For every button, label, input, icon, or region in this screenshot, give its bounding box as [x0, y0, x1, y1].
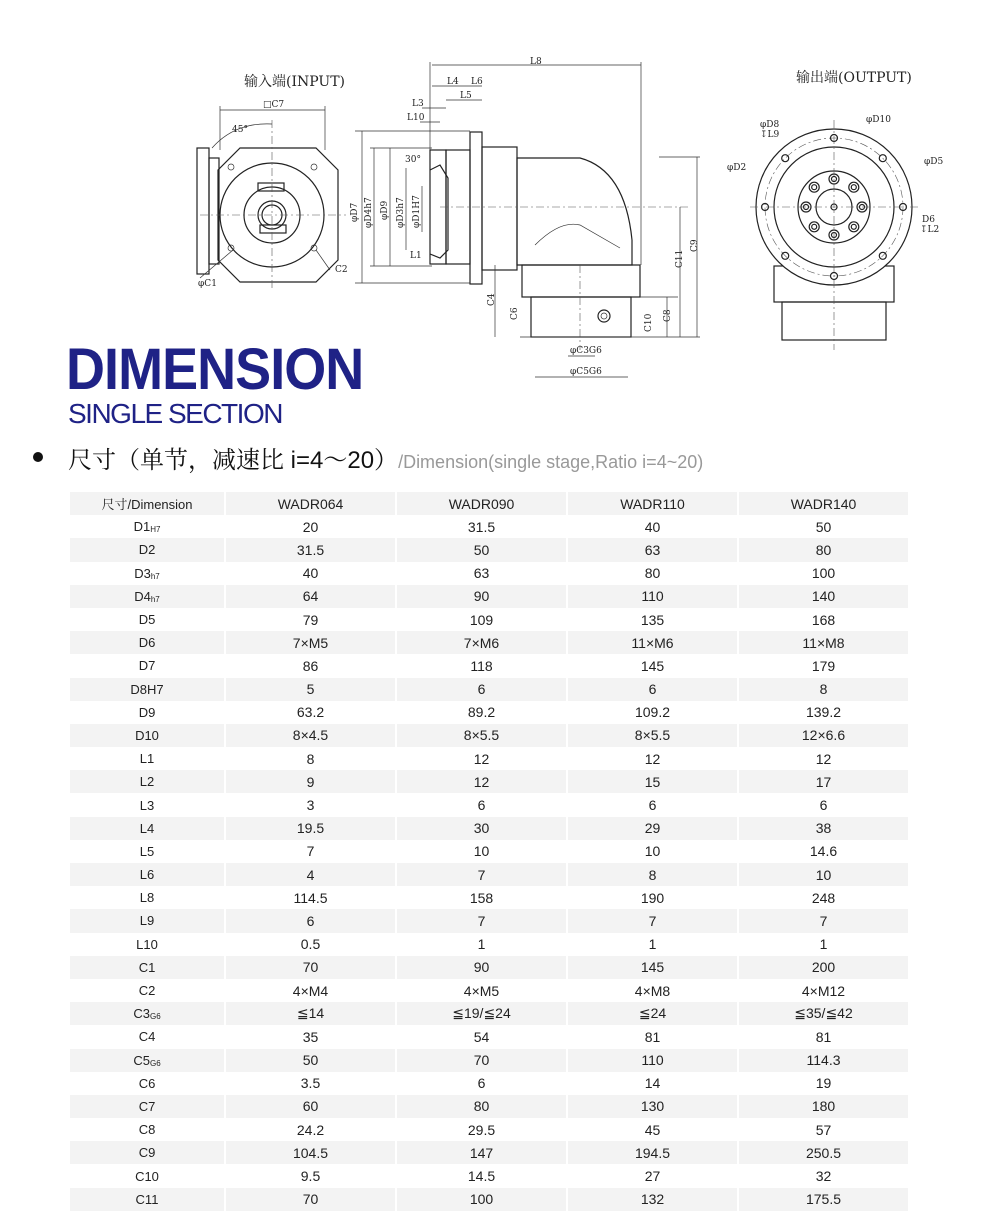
table-row: [70, 678, 908, 701]
table-cell: 1: [648, 936, 657, 953]
row-name: C10: [135, 1168, 159, 1184]
table-cell: 104.5: [226, 1141, 395, 1164]
table-cell: 8×4.5: [226, 724, 395, 747]
table-cell: 81: [644, 1028, 661, 1045]
table-row: [70, 886, 908, 909]
table-cell: 32: [815, 1168, 832, 1185]
table-cell: 70: [226, 1188, 395, 1211]
table-row: [70, 909, 908, 932]
table-cell: 8×5.5: [397, 724, 566, 747]
table-cell: 200: [739, 956, 908, 979]
table-cell: 109: [469, 611, 494, 628]
row-name: D5: [138, 612, 156, 628]
row-label: [70, 1118, 224, 1141]
input-view-title: 输入端(INPUT): [244, 74, 346, 90]
row-label: [70, 724, 224, 747]
table-cell: 12: [397, 770, 566, 793]
table-cell: 31.5: [467, 518, 496, 535]
row-label: [70, 515, 224, 538]
heading-en: /Dimension(single stage,Ratio i=4~20): [398, 452, 704, 472]
row-label: [70, 1141, 224, 1164]
table-cell: 175.5: [739, 1188, 908, 1211]
table-row: [70, 1118, 908, 1141]
table-cell: 70: [397, 1049, 566, 1072]
table-cell: 0.5: [300, 936, 321, 953]
row-name: L9: [139, 913, 155, 929]
table-cell: 24.2: [296, 1121, 325, 1138]
row-name: C1: [138, 959, 156, 975]
table-cell: 50: [815, 518, 832, 535]
table-cell: ≦35/≦42: [739, 1002, 908, 1025]
output-end-view: [727, 115, 944, 350]
label-d6: D6: [922, 215, 935, 225]
table-cell: ≦19/≦24: [397, 1002, 566, 1025]
label-c5: φC5G6: [570, 367, 602, 377]
table-cell: 35: [302, 1028, 319, 1045]
table-cell: 7: [568, 909, 737, 932]
row-label: [70, 770, 224, 793]
bullet-icon: [33, 452, 43, 462]
row-name: C6: [138, 1075, 156, 1091]
row-name: L1: [139, 751, 155, 767]
table-cell: 38: [739, 817, 908, 840]
table-row: [70, 562, 908, 585]
table-row: [70, 956, 908, 979]
table-cell: 4: [226, 863, 395, 886]
row-tolerance: H7: [150, 525, 161, 535]
table-row: [70, 747, 908, 770]
table-cell: 40: [644, 518, 661, 535]
table-row: [70, 515, 908, 538]
row-name: D8H7: [130, 681, 164, 697]
header-wadr090: WADR090: [397, 492, 566, 515]
table-cell: 114.5: [293, 889, 328, 906]
table-cell: 90: [397, 585, 566, 608]
table-cell: 10: [739, 863, 908, 886]
table-cell: 11×M6: [568, 631, 737, 654]
row-tolerance: h7: [150, 594, 160, 604]
row-name: D4: [134, 588, 151, 604]
row-name: C7: [138, 1098, 156, 1114]
table-heading: [68, 440, 703, 475]
label-l4: L4: [447, 77, 459, 87]
table-row: [70, 585, 908, 608]
row-label: [70, 933, 224, 956]
table-cell: 14.5: [467, 1168, 496, 1185]
table-cell: ≦24: [568, 1002, 737, 1025]
table-cell: 10: [644, 843, 661, 860]
table-cell: 86: [302, 657, 319, 674]
row-label: [70, 1002, 224, 1025]
table-cell: 12: [473, 750, 490, 767]
label-45: 45°: [232, 125, 248, 135]
label-l5: L5: [460, 91, 472, 101]
row-label: [70, 1095, 224, 1118]
table-cell: 50: [226, 1049, 395, 1072]
label-c11: C11: [675, 249, 685, 268]
table-cell: 9: [226, 770, 395, 793]
table-cell: 63: [473, 565, 490, 582]
row-name: L6: [139, 867, 155, 883]
table-cell: 20: [302, 518, 319, 535]
table-cell: 79: [302, 611, 319, 628]
row-name: C2: [138, 983, 156, 999]
table-cell: 8: [568, 863, 737, 886]
table-cell: 27: [644, 1168, 661, 1185]
table-cell: 147: [397, 1141, 566, 1164]
label-d1: φD1H7: [412, 195, 422, 228]
table-cell: 89.2: [467, 704, 496, 721]
table-row: [70, 724, 908, 747]
label-l8: L8: [530, 57, 542, 67]
row-label: [70, 840, 224, 863]
table-cell: 194.5: [568, 1141, 737, 1164]
row-label: [70, 1188, 224, 1211]
label-c6: C6: [510, 307, 520, 320]
row-name: L8: [139, 890, 155, 906]
row-tolerance: h7: [150, 571, 160, 581]
label-l3: L3: [412, 99, 424, 109]
row-label: [70, 631, 224, 654]
heading-cn: 尺寸（单节，减速比 i=4～20）: [68, 447, 399, 474]
row-name: L5: [139, 843, 155, 859]
row-name: C5: [133, 1052, 150, 1068]
row-label: [70, 562, 224, 585]
row-label: [70, 747, 224, 770]
row-name: L2: [139, 774, 155, 790]
table-cell: 7×M6: [397, 631, 566, 654]
table-row: [70, 1049, 908, 1072]
label-l1: L1: [410, 251, 422, 261]
row-name: D7: [138, 658, 156, 674]
label-d3: φD3h7: [396, 197, 406, 228]
row-label: [70, 654, 224, 677]
row-name: C8: [138, 1122, 156, 1138]
row-name: D2: [138, 542, 156, 558]
table-cell: 19.5: [226, 817, 395, 840]
row-label: [70, 1164, 224, 1187]
table-row: [70, 1025, 908, 1048]
table-cell: 12×6.6: [739, 724, 908, 747]
table-cell: 158: [469, 889, 494, 906]
table-cell: 40: [302, 565, 319, 582]
table-cell: 63.2: [296, 704, 325, 721]
output-view-title: 输出端(OUTPUT): [796, 70, 912, 86]
table-cell: 12: [644, 750, 661, 767]
row-name: C3: [133, 1006, 150, 1022]
row-label: [70, 678, 224, 701]
table-cell: 30: [397, 817, 566, 840]
label-d2: φD2: [727, 163, 747, 173]
table-cell: 110: [568, 585, 737, 608]
table-cell: 19: [815, 1075, 832, 1092]
table-cell: 6: [477, 797, 486, 814]
table-row: [70, 701, 908, 724]
table-cell: 15: [568, 770, 737, 793]
row-name: D6: [138, 635, 156, 651]
row-name: C11: [135, 1191, 159, 1207]
header-wadr140: WADR140: [739, 492, 908, 515]
label-d8: φD8: [760, 120, 780, 130]
row-label: [70, 863, 224, 886]
row-label: [70, 1025, 224, 1048]
table-cell: 114.3: [739, 1049, 908, 1072]
table-cell: 45: [644, 1121, 661, 1138]
table-row: [70, 817, 908, 840]
table-cell: 12: [815, 750, 832, 767]
row-label: [70, 608, 224, 631]
table-cell: 250.5: [739, 1141, 908, 1164]
row-label: [70, 979, 224, 1002]
table-cell: 4×M5: [463, 982, 500, 999]
label-c7: □C7: [263, 100, 285, 110]
row-label: [70, 1049, 224, 1072]
table-cell: 14.6: [809, 843, 838, 860]
table-row: [70, 979, 908, 1002]
row-label: [70, 793, 224, 816]
table-header-row: [70, 492, 908, 515]
table-cell: 29: [568, 817, 737, 840]
label-d5: φD5: [924, 157, 944, 167]
table-row: [70, 770, 908, 793]
label-c9: C9: [690, 239, 700, 252]
table-cell: 6: [226, 909, 395, 932]
table-cell: 9.5: [300, 1168, 321, 1185]
row-name: L3: [139, 797, 155, 813]
row-name: C9: [138, 1145, 156, 1161]
table-cell: 17: [739, 770, 908, 793]
table-cell: 57: [815, 1121, 832, 1138]
table-row: [70, 1095, 908, 1118]
table-row: [70, 1141, 908, 1164]
table-cell: 7: [306, 843, 315, 860]
row-tolerance: G6: [149, 1058, 161, 1068]
label-l2: ↧L2: [920, 225, 940, 235]
table-cell: 4×M12: [801, 982, 846, 999]
label-c3: φC3G6: [570, 346, 602, 356]
row-label: [70, 701, 224, 724]
table-cell: 80: [739, 538, 908, 561]
label-d10: φD10: [866, 115, 891, 125]
label-d7: φD7: [350, 202, 360, 222]
technical-drawing: [0, 0, 1000, 390]
table-cell: 29.5: [467, 1121, 496, 1138]
row-name: L4: [139, 820, 155, 836]
table-row: [70, 1188, 908, 1211]
table-cell: 1: [819, 936, 828, 953]
label-l6: L6: [471, 77, 483, 87]
dimension-table: [68, 492, 910, 1211]
header-dimension: 尺寸/Dimension: [70, 492, 224, 515]
table-cell: 145: [568, 956, 737, 979]
table-row: [70, 840, 908, 863]
row-name: D9: [138, 704, 156, 720]
row-name: D3: [134, 565, 151, 581]
table-cell: 6: [819, 797, 828, 814]
table-cell: 4×M8: [634, 982, 671, 999]
table-cell: 7×M5: [226, 631, 395, 654]
table-cell: ≦14: [226, 1002, 395, 1025]
row-name: D1: [133, 519, 151, 535]
label-l10: L10: [407, 113, 425, 123]
table-row: [70, 1072, 908, 1095]
table-cell: 180: [739, 1095, 908, 1118]
table-cell: 63: [568, 538, 737, 561]
table-cell: 10: [473, 843, 490, 860]
table-row: [70, 654, 908, 677]
section-title: DIMENSION: [66, 337, 364, 402]
table-cell: 70: [226, 956, 395, 979]
table-cell: 80: [397, 1095, 566, 1118]
table-cell: 139.2: [805, 704, 842, 721]
table-row: [70, 631, 908, 654]
table-cell: 100: [811, 565, 836, 582]
side-view: [350, 57, 700, 377]
row-label: [70, 585, 224, 608]
table-cell: 100: [397, 1188, 566, 1211]
section-subtitle: SINGLE SECTION: [68, 398, 282, 429]
table-row: [70, 1002, 908, 1025]
table-cell: 110: [568, 1049, 737, 1072]
table-cell: 1: [477, 936, 486, 953]
table-cell: 190: [640, 889, 665, 906]
table-cell: 168: [811, 611, 836, 628]
row-label: [70, 538, 224, 561]
label-d4: φD4h7: [364, 197, 374, 228]
table-row: [70, 863, 908, 886]
row-label: [70, 1072, 224, 1095]
table-cell: 6: [568, 678, 737, 701]
table-cell: 64: [226, 585, 395, 608]
table-cell: 179: [811, 657, 836, 674]
row-name: L10: [136, 936, 158, 952]
input-end-view: [197, 100, 348, 290]
table-cell: 60: [226, 1095, 395, 1118]
table-cell: 6: [397, 678, 566, 701]
table-cell: 3.5: [300, 1075, 321, 1092]
table-cell: 54: [473, 1028, 490, 1045]
header-wadr110: WADR110: [568, 492, 737, 515]
row-name: D10: [135, 727, 159, 743]
label-c8: C8: [663, 309, 673, 322]
table-cell: 80: [644, 565, 661, 582]
table-cell: 6: [477, 1075, 486, 1092]
table-row: [70, 793, 908, 816]
label-d9: φD9: [380, 200, 390, 220]
table-row: [70, 538, 908, 561]
row-label: [70, 886, 224, 909]
table-cell: 135: [640, 611, 665, 628]
table-cell: 7: [739, 909, 908, 932]
table-cell: 11×M8: [739, 631, 908, 654]
table-cell: 6: [648, 797, 657, 814]
table-cell: 90: [397, 956, 566, 979]
table-row: [70, 933, 908, 956]
table-cell: 140: [739, 585, 908, 608]
label-c2: C2: [335, 265, 348, 275]
label-30: 30°: [405, 155, 421, 165]
table-cell: 248: [811, 889, 836, 906]
header-wadr064: WADR064: [226, 492, 395, 515]
table-cell: 145: [640, 657, 665, 674]
table-cell: 132: [568, 1188, 737, 1211]
row-tolerance: G6: [149, 1012, 161, 1022]
label-c4: C4: [487, 293, 497, 306]
table-cell: 4×M4: [292, 982, 329, 999]
table-cell: 3: [306, 797, 315, 814]
table-row: [70, 1164, 908, 1187]
row-label: [70, 817, 224, 840]
label-l9: ↧L9: [760, 130, 780, 140]
table-cell: 81: [815, 1028, 832, 1045]
table-cell: 7: [397, 863, 566, 886]
row-label: [70, 909, 224, 932]
table-cell: 8: [306, 750, 315, 767]
table-cell: 31.5: [226, 538, 395, 561]
row-name: C4: [138, 1029, 156, 1045]
table-cell: 8×5.5: [568, 724, 737, 747]
row-label: [70, 956, 224, 979]
table-cell: 14: [644, 1075, 661, 1092]
table-cell: 7: [397, 909, 566, 932]
table-cell: 118: [470, 657, 493, 674]
table-cell: 130: [568, 1095, 737, 1118]
label-c10: C10: [644, 313, 654, 332]
table-row: [70, 608, 908, 631]
label-c1: φC1: [198, 279, 217, 289]
table-cell: 109.2: [634, 704, 671, 721]
table-cell: 5: [226, 678, 395, 701]
table-cell: 50: [397, 538, 566, 561]
table-cell: 8: [739, 678, 908, 701]
